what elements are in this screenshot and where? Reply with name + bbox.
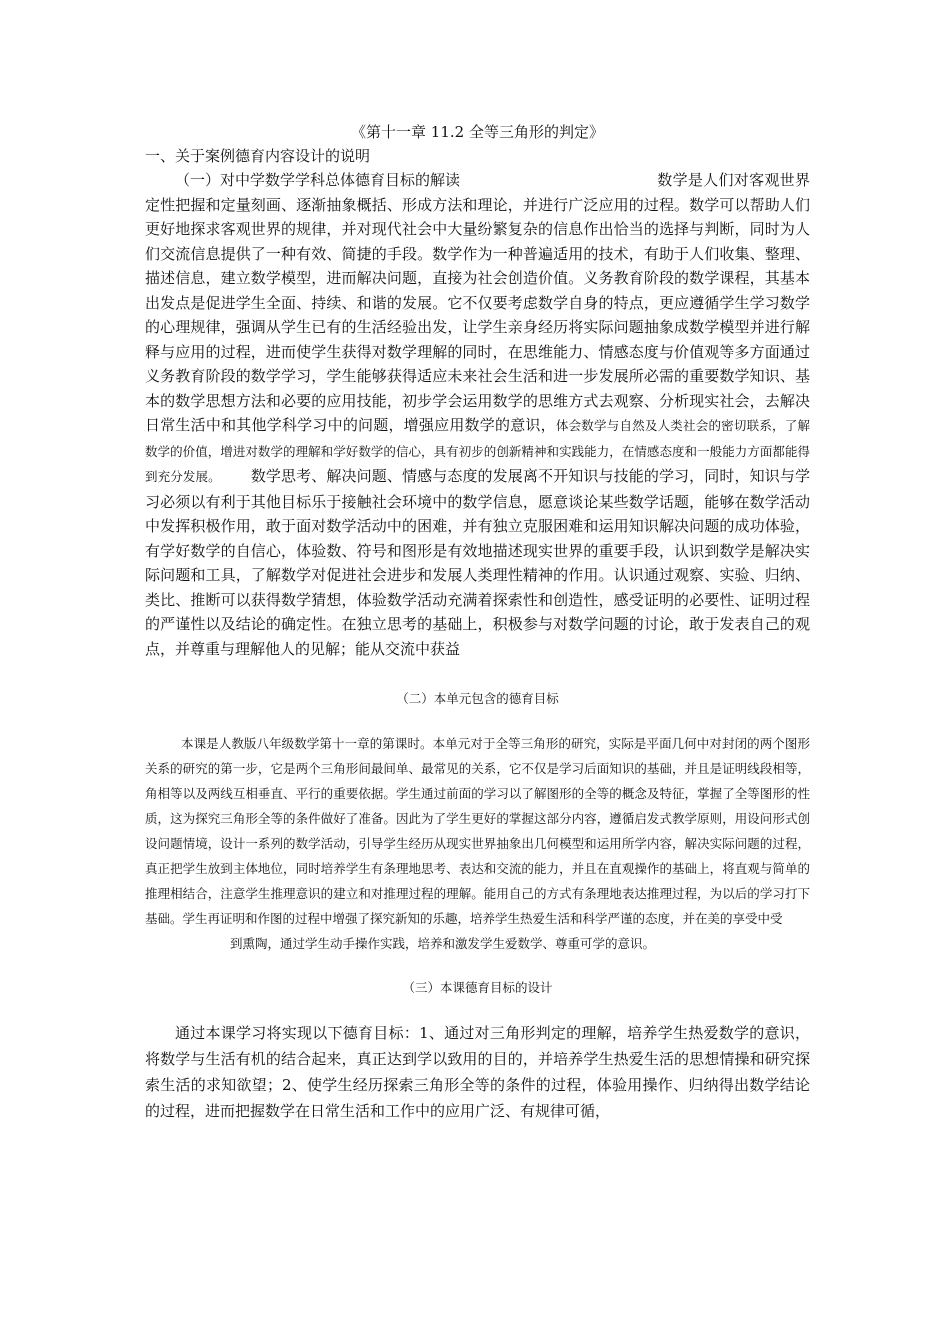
spacer xyxy=(145,661,810,689)
paragraph-two-last-line: 到熏陶，通过学生动手操作实践，培养和激发学生爱数学、尊重可学的意识。 xyxy=(230,936,656,951)
paragraph-one-text-a: 数学是人们对客观世界定性把握和定量刻画、逐渐抽象概括、形成方法和理论，并进行广泛应用的过程。数学可以帮助人们更好地探求客观世界的规律，并对现代社会中大量纷繁复杂的信息作出恰当的选择与判断，同时为人们交流信息提供了一种有效、简捷的手段。数学作为一种普遍适用的技术，有助于人们收集、整理、描述信息，建立数学模型，进而解决问题，直接为社会创造价值。义务教育阶段的数学课程，其基本出发点是促进学生全面、持续、和谐的发展。它不仅要考虑数学自身的特点，更应遵循学生学习数学的心理规律，强调从学生已有的生活经验出发，让学生亲身经历将实际问题抽象成数学模型并进行解释与应用的过程，进而使学生获得对数学理解的同时，在思维能力、情感态度与价值观等多方面通过义务教育阶段的数学学习，学生能够获得适应未来社会生活和进一步发展所必需的重要数学知识、基本的数学思想方法和必要的应用技能，初步学会运用数学的思维方式去观察、分析现实社会，去解决日常生活中和其他学科学习中的问题，增强应用数学的意识， xyxy=(145,171,810,434)
section-one-heading: 一、关于案例德育内容设计的说明 xyxy=(145,147,371,165)
spacer xyxy=(145,956,810,978)
spacer xyxy=(145,998,810,1020)
document-title: 《第十一章 11.2 全等三角形的判定》 xyxy=(351,123,604,141)
subsection-two-heading: （二）本单元包含的德育目标 xyxy=(396,691,559,706)
paragraph-three: 通过本课学习将实现以下德育目标：1、通过对三角形判定的理解，培养学生热爱数学的意识，将数学与生活有机的结合起来，真正达到学以致用的目的，并培养学生热爱生活的思想情操和研究探索生活的求知欲望；2、使学生经历探索三角形全等的条件的过程，体验用操作、归纳得出数学结论的过程，进而把握数学在日常生活和工作中的应用广泛、有规律可循， xyxy=(145,1024,810,1120)
paragraph-one-small-text: 体会数学与自然及人类社会的密切联系，了解数学的价值，增进对数学的理解和学好数学的信心，具有初步的创新精神和实践能力，在情感态度和一般能力方面都能得到充分发展。 xyxy=(145,418,810,484)
paragraph-two: 本课是人教版八年级数学第十一章的第课时。本单元对于全等三角形的研究，实际是平面几何中对封闭的两个图形关系的研究的第一步，它是两个三角形间最间单、最常见的关系，它不仅是学习后面知识的基础，并且是证明线段相等，角相等以及两线互相垂直、平行的重要依据。学生通过前面的学习以了解图形的全等的概念及特征，掌握了全等图形的性质，这为探究三角形全等的条件做好了准备。因此为了学生更好的掌握这部分内容，遵循启发式教学原则，用设问形式创设问题情境，设计一系列的数学活动，引导学生经历从现实世界抽象出几何模型和运用所学内容，解决实际问题的过程，真正把学生放到主体地位，同时培养学生有条理地思考、表达和交流的能力，并且在直观操作的基础上，将直观与简单的推理相结合，注意学生推理意识的建立和对推理过程的理解。能用自己的方式有条理地表达推理过程，为以后的学习打下基础。学生再证明和作图的过程中增强了探究新知的乐趣，培养学生热爱生活和科学严谨的态度，并在美的享受中受 xyxy=(145,736,810,926)
subsection-one-heading: （一）对中学数学学科总体德育目标的解读 xyxy=(175,171,461,189)
paragraph-one xyxy=(145,168,810,661)
document-page xyxy=(145,120,810,1124)
paragraph-one-text-b: 数学思考、解决问题、情感与态度的发展离不开知识与技能的学习，同时，知识与学习必须以有利于其他目标乐于接触社会环境中的数学信息，愿意谈论某些数学话题，能够在数学活动中发挥积极作用，敢于面对数学活动中的困难，并有独立克服困难和运用知识解决问题的成功体验，有学好数学的自信心，体验数、符号和图形是有效地描述现实世界的重要手段，认识到数学是解决实际问题和工具，了解数学对促进社会进步和发展人类理性精神的作用。认识通过观察、实验、归纳、类比、推断可以获得数学猜想，体验数学活动充满着探索性和创造性，感受证明的必要性、证明过程的严谨性以及结论的确定性。在独立思考的基础上，积极参与对数学问题的讨论，敢于发表自己的观点，并尊重与理解他人的见解；能从交流中获益 xyxy=(145,467,810,658)
spacer xyxy=(145,709,810,731)
subsection-three-heading: （三）本课德育目标的设计 xyxy=(402,980,553,995)
